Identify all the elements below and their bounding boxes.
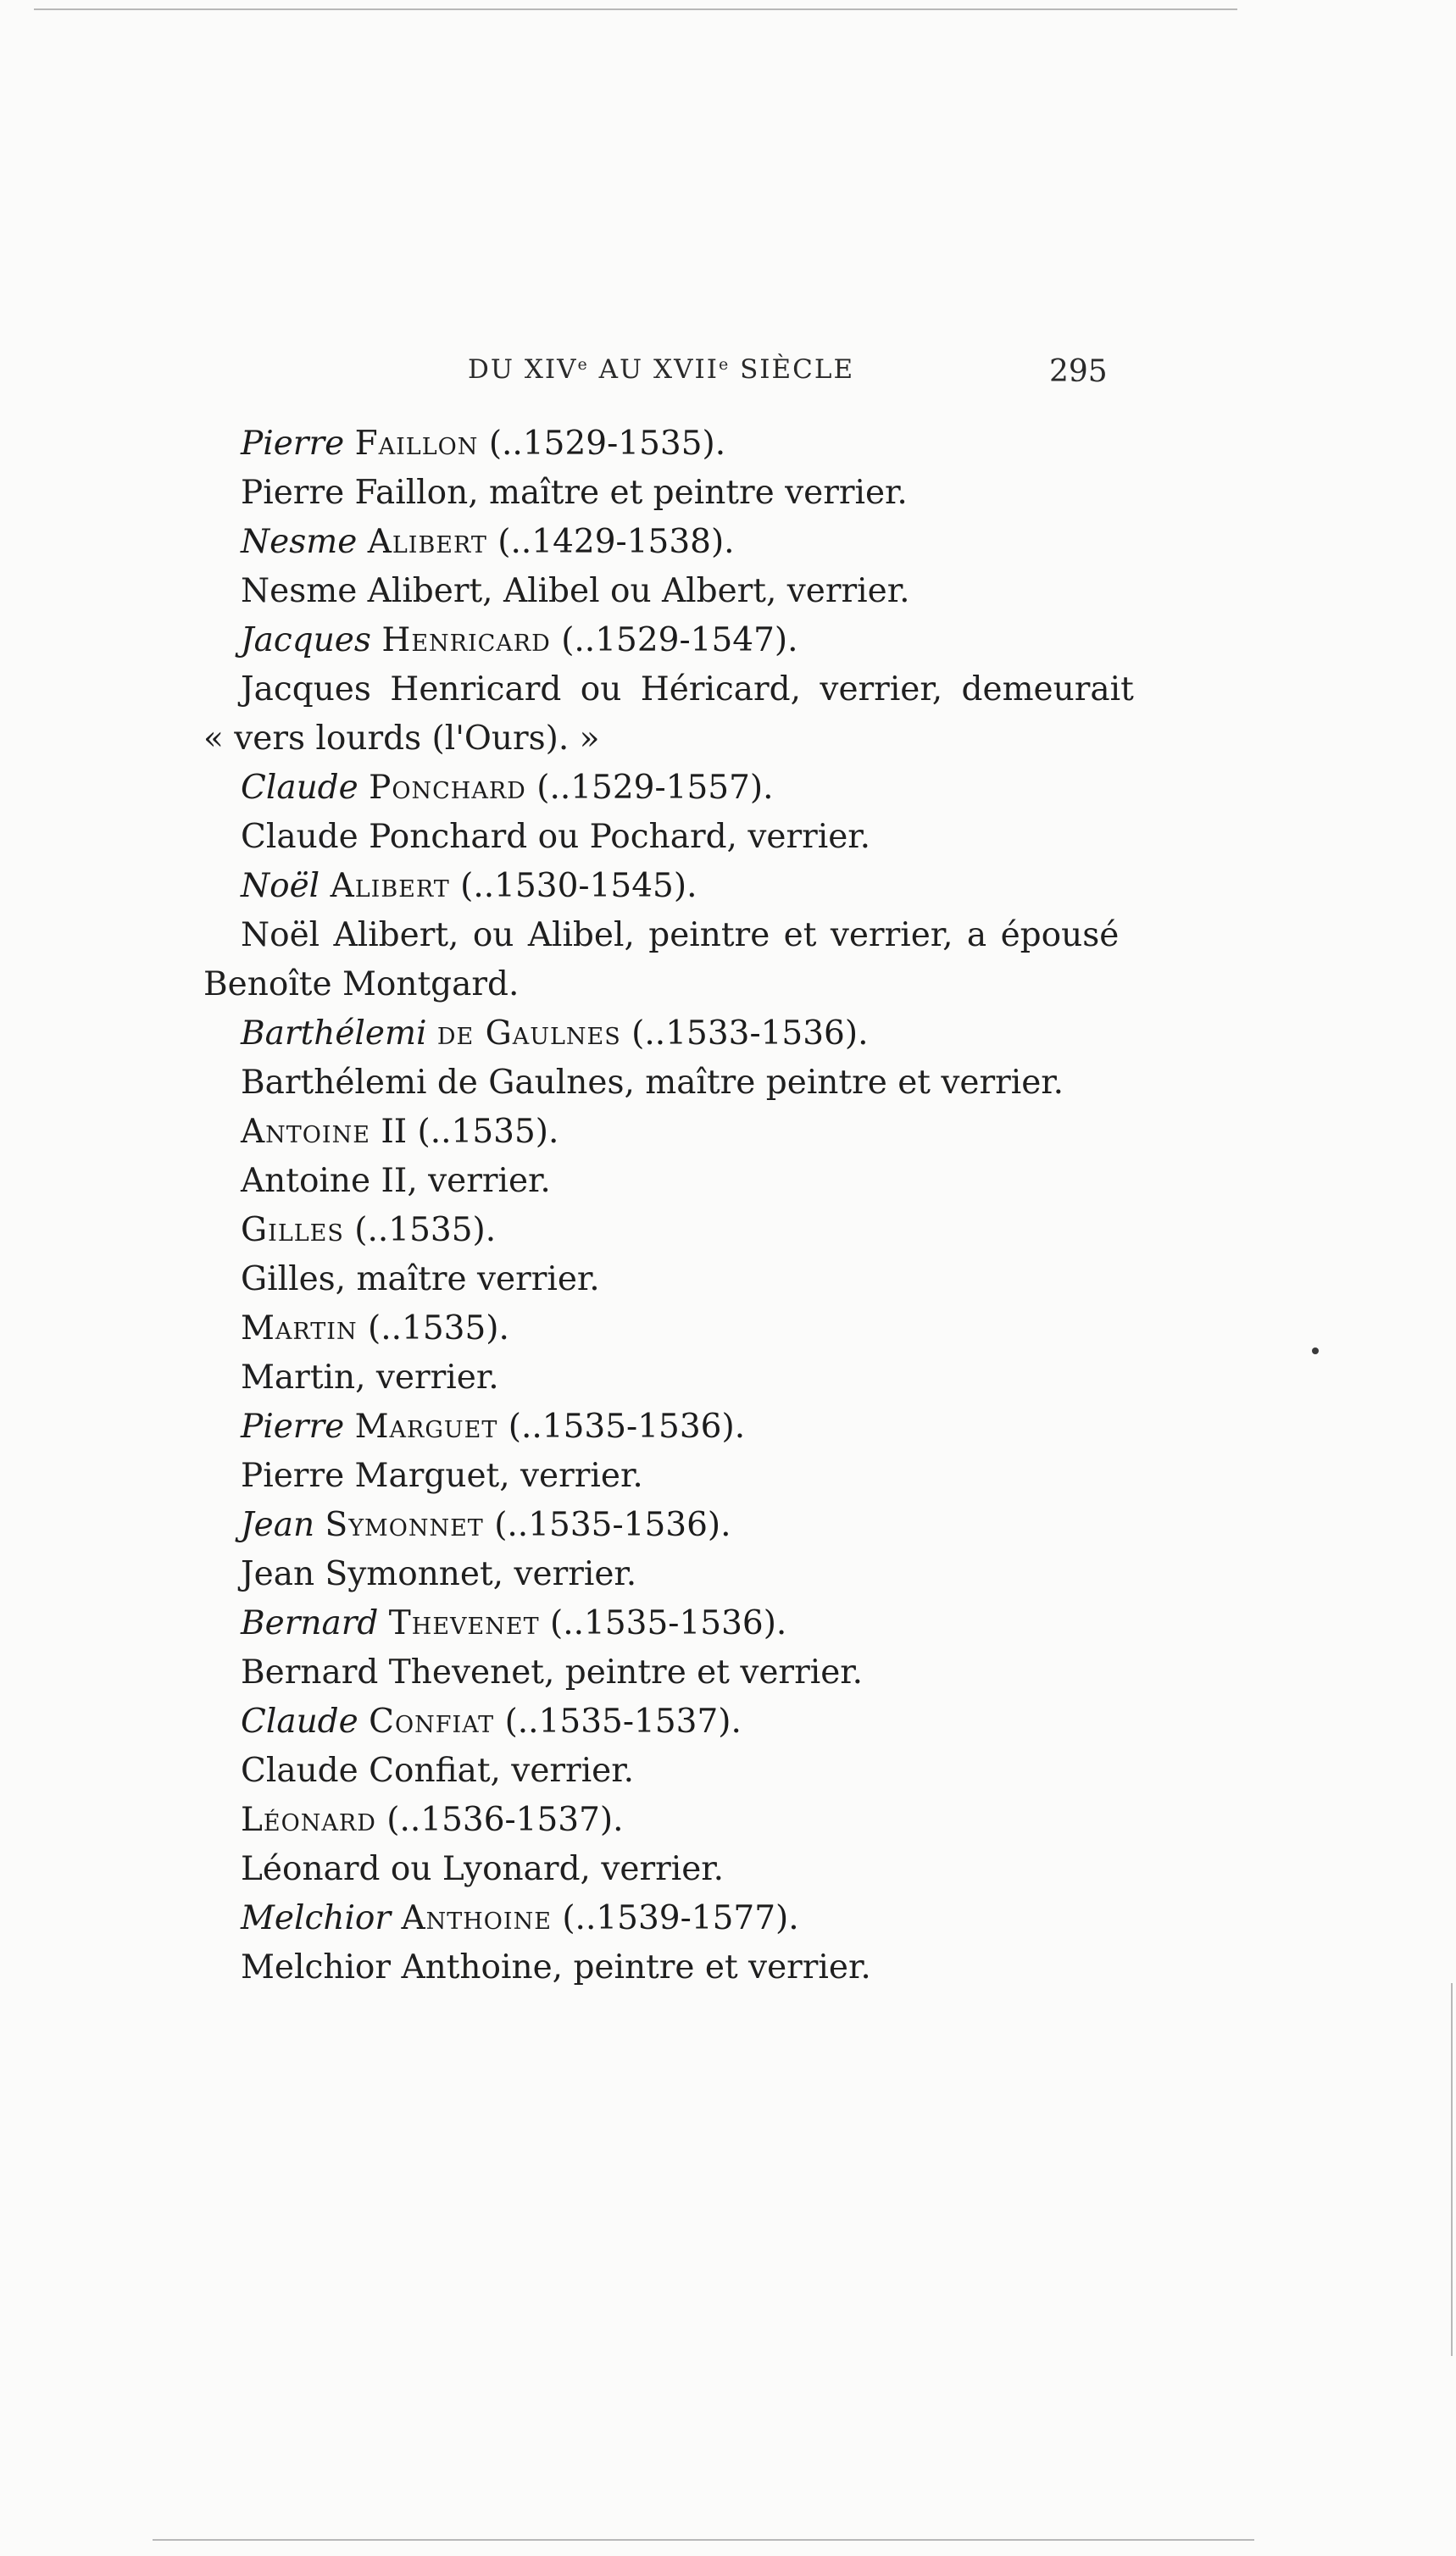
ink-speck [1312,1347,1319,1354]
entry-dates: (..1529-1557). [525,769,774,807]
entry-dates: (..1535-1536). [497,1408,746,1446]
entry-dates: (..1429-1538). [486,523,735,561]
running-title-part: SIÈCLE [730,354,855,385]
entry-text: Nesme Alibert, Alibel ou Albert, verrier. [241,572,910,610]
surname: Marguet [354,1408,498,1446]
entry-dates: (..1536-1537). [375,1801,624,1839]
entry-text: Benoîte Montgard. [203,965,520,1003]
entry-text: Noël Alibert, ou Alibel, peintre et verrier, a épousé [241,916,1120,954]
scan-edge-bottom [153,2539,1254,2541]
entry-heading [241,867,697,905]
surname: Martin [241,1309,358,1347]
entry-text: Antoine II, verrier. [241,1162,551,1200]
running-title-superscript: e [718,355,731,374]
surname: Henricard [381,621,551,659]
entry-heading [241,1014,869,1053]
surname: Alibert [367,523,487,561]
entry-dates: (..1529-1535). [478,425,726,463]
given-name: Claude [241,1703,358,1741]
scan-edge-right [1451,1983,1453,2356]
entry-heading [241,1801,624,1839]
entry-text: « vers lourds (l'Ours). » [203,720,600,758]
entry-text: Barthélemi de Gaulnes, maître peintre et verrier. [241,1064,1064,1102]
surname: Léonard [241,1801,376,1839]
entry-text: Pierre Marguet, verrier. [241,1457,643,1495]
entry-text: Claude Ponchard ou Pochard, verrier. [241,818,871,856]
given-name: Nesme [241,523,358,561]
entry-heading [241,425,726,463]
entry-heading [241,1309,509,1347]
given-name: Barthélemi [241,1014,427,1053]
entry-heading [241,1703,742,1741]
given-name: Pierre [241,425,345,463]
running-title-part: DU XIV [468,354,578,385]
entry-text: Claude Confiat, verrier. [241,1752,635,1790]
running-title [468,354,854,385]
surname: Ponchard [369,769,526,807]
surname: Confiat [369,1703,495,1741]
entry-dates: (..1530-1545). [449,867,697,905]
entry-heading [241,769,774,807]
surname: Alibert [330,867,450,905]
surname: Symonnet [325,1506,484,1544]
running-title-superscript: e [577,355,589,374]
entry-dates: (..1539-1577). [551,1899,799,1937]
entry-text: Martin, verrier. [241,1359,499,1397]
entry-heading [241,1113,559,1151]
entry-heading [241,1899,799,1937]
entry-heading [241,523,735,561]
given-name: Claude [241,769,358,807]
entry-dates: (..1535-1536). [539,1604,787,1642]
entry-heading [241,621,798,659]
surname: Anthoine [401,1899,552,1937]
entry-dates: (..1529-1547). [550,621,798,659]
entry-dates: (..1533-1536). [620,1014,869,1053]
entry-heading [241,1408,746,1446]
entry-text: Léonard ou Lyonard, verrier. [241,1850,725,1888]
surname: de Gaulnes [436,1014,621,1053]
given-name: Jacques [241,621,371,659]
surname: Faillon [354,425,479,463]
entry-dates: (..1535). [357,1309,509,1347]
entry-text: Jacques Henricard ou Héricard, verrier, demeurait [241,670,1134,708]
given-name: Noël [241,867,320,905]
entry-dates: (..1535). [343,1211,497,1249]
entry-heading [241,1506,731,1544]
entry-text: Melchior Anthoine, peintre et verrier. [241,1948,871,1986]
given-name: Melchior [241,1899,392,1937]
scan-edge-top [34,8,1237,10]
entry-dates: (..1535-1537). [494,1703,742,1741]
surname: Thevenet [388,1604,540,1642]
entry-heading [241,1604,787,1642]
entry-text: Bernard Thevenet, peintre et verrier. [241,1653,864,1692]
entry-text: Gilles, maître verrier. [241,1260,600,1298]
entry-heading [241,1211,497,1249]
entry-text: Pierre Faillon, maître et peintre verrier. [241,474,908,512]
given-name: Pierre [241,1408,345,1446]
page-number: 295 [1049,354,1108,389]
surname: Antoine [241,1113,370,1151]
given-name: Bernard [241,1604,379,1642]
entry-dates: (..1535-1536). [483,1506,731,1544]
entry-text: Jean Symonnet, verrier. [241,1555,637,1593]
entry-dates: II (..1535). [370,1113,559,1151]
given-name: Jean [241,1506,315,1544]
running-head [0,354,1456,397]
surname: Gilles [241,1211,344,1249]
running-title-part: AU XVII [588,354,719,385]
